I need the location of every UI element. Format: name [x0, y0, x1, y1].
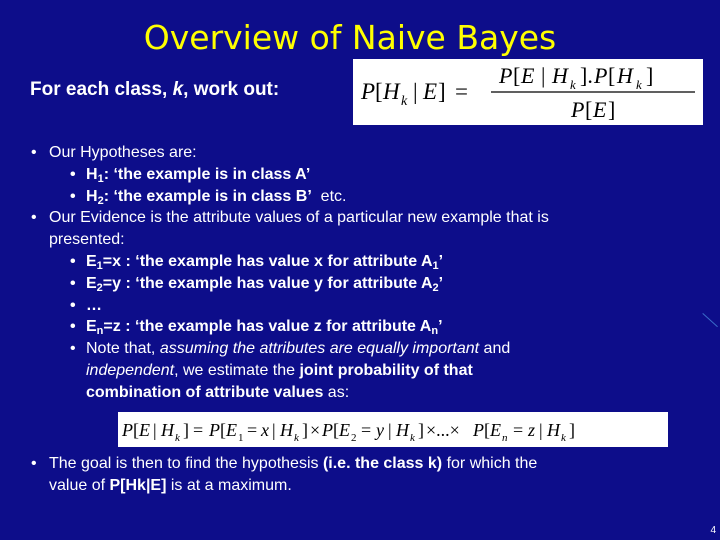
decorative-line — [702, 313, 718, 327]
svg-text:H: H — [280, 420, 293, 440]
list-item — [28, 316, 688, 338]
en-text: =z : ‘the example has value z for attribute A — [103, 318, 432, 336]
bullet-dot: • — [70, 318, 76, 336]
svg-text:E: E — [139, 420, 150, 440]
e2-sub: 2 — [96, 281, 103, 294]
e1-name: E — [86, 252, 97, 270]
list-item — [28, 186, 688, 208]
svg-text:|: | — [272, 420, 276, 440]
hypotheses-heading: Our Hypotheses are: — [49, 144, 197, 161]
bullet-dot: • — [31, 144, 37, 161]
evidence-line2: presented: — [49, 231, 125, 249]
svg-text:n: n — [502, 432, 508, 444]
svg-text:=: = — [455, 79, 468, 104]
svg-text:[: [ — [513, 63, 521, 88]
evidence-line1: Our Evidence is the attribute values of a particular new example that is — [49, 209, 549, 227]
en-attr-sub: n — [431, 325, 439, 338]
svg-text:×...×: ×...× — [426, 420, 460, 440]
svg-text:].: ]. — [580, 63, 593, 88]
svg-text:]: ] — [183, 420, 189, 440]
note-p2: assuming the attributes are equally important — [159, 340, 480, 358]
joint-probability-formula — [118, 412, 668, 447]
svg-text:[: [ — [585, 97, 593, 122]
final-p1: The goal is then to find the hypothesis — [49, 455, 323, 472]
bullet-dot: • — [70, 340, 76, 358]
note-p8: as: — [323, 383, 350, 401]
svg-text:P: P — [122, 420, 133, 440]
final-p3: for which the — [442, 455, 538, 472]
bullet-dot: • — [70, 296, 76, 314]
svg-text:[: [ — [133, 420, 139, 440]
list-item — [28, 338, 688, 360]
svg-text:[: [ — [220, 420, 226, 440]
svg-text:E: E — [339, 420, 350, 440]
e1-attr-sub: 1 — [432, 259, 439, 272]
list-item — [28, 142, 688, 164]
note-p1: Note that, — [86, 340, 160, 358]
svg-text:1: 1 — [238, 432, 244, 444]
svg-text:[: [ — [375, 79, 383, 104]
ellipsis: … — [86, 296, 102, 314]
note-p3: and — [479, 340, 511, 358]
list-item-continuation — [28, 475, 688, 497]
svg-text:|: | — [153, 420, 157, 440]
svg-text:]: ] — [608, 97, 616, 122]
list-item-continuation — [28, 229, 688, 251]
en-sub: n — [96, 325, 104, 338]
svg-text:H: H — [383, 79, 400, 104]
final-p2: (i.e. the class k) — [322, 455, 443, 472]
intro-text — [30, 77, 330, 102]
e2-attr-sub: 2 — [432, 281, 439, 294]
page-number: 4 — [710, 525, 716, 536]
svg-text:|: | — [413, 79, 418, 104]
list-item — [28, 207, 688, 229]
svg-text:P: P — [209, 420, 220, 440]
svg-text:k: k — [175, 432, 180, 444]
svg-text:=: = — [193, 420, 204, 440]
svg-text:P: P — [499, 63, 513, 88]
e2-text: =y : ‘the example has value y for attribute A — [102, 274, 433, 292]
svg-text:]: ] — [418, 420, 424, 440]
svg-text:P: P — [322, 420, 333, 440]
bayes-formula-graphic — [353, 59, 703, 125]
svg-text:E: E — [423, 79, 438, 104]
note-p4: independent — [86, 361, 175, 379]
svg-text:P: P — [473, 420, 484, 440]
h2-name: H — [86, 187, 98, 205]
list-item — [28, 453, 688, 475]
svg-text:y: y — [376, 420, 384, 440]
svg-text:E: E — [521, 63, 535, 88]
svg-text:×: × — [310, 420, 321, 440]
svg-text:=: = — [513, 420, 524, 440]
list-item-continuation — [28, 382, 688, 404]
svg-text:|: | — [539, 420, 543, 440]
en-end: ’ — [438, 318, 443, 336]
svg-text:x: x — [261, 420, 269, 440]
h2-etc: etc. — [311, 187, 347, 205]
svg-text:E: E — [226, 420, 237, 440]
svg-text:]: ] — [438, 79, 446, 104]
bullet-dot: • — [70, 165, 76, 183]
svg-text:k: k — [294, 432, 299, 444]
svg-text:k: k — [410, 432, 415, 444]
intro-prefix: For each class, — [30, 79, 173, 100]
h2-text: : ‘the example is in class B’ — [103, 187, 312, 205]
svg-text:]: ] — [569, 420, 575, 440]
note-p6: joint probability of that — [299, 361, 473, 379]
svg-text:|: | — [388, 420, 392, 440]
e2-end: ’ — [438, 274, 444, 292]
svg-text:P: P — [594, 63, 608, 88]
svg-text:P: P — [571, 97, 585, 122]
svg-text:H: H — [396, 420, 409, 440]
conclusion-bullet — [28, 453, 688, 497]
e1-text: =x : ‘the example has value x for attribute A — [102, 252, 433, 270]
svg-text:[: [ — [608, 63, 616, 88]
bullet-content — [28, 142, 688, 404]
svg-text:k: k — [561, 432, 566, 444]
en-name: E — [86, 318, 97, 336]
svg-text:k: k — [636, 77, 642, 92]
bayes-formula — [353, 59, 703, 125]
svg-text:P: P — [361, 79, 376, 104]
svg-text:E: E — [490, 420, 501, 440]
intro-k: k — [172, 79, 184, 100]
svg-text:[: [ — [484, 420, 490, 440]
bullet-dot: • — [70, 252, 76, 270]
e1-end: ’ — [438, 252, 444, 270]
svg-text:H: H — [552, 63, 568, 88]
svg-text:]: ] — [302, 420, 308, 440]
final-p5: P[Hk|E] — [109, 477, 167, 494]
final-p4: value of — [49, 477, 110, 494]
svg-text:z: z — [528, 420, 536, 440]
final-p6: is at a maximum. — [166, 477, 292, 494]
e2-name: E — [86, 274, 97, 292]
svg-text:E: E — [593, 97, 607, 122]
h2-sub: 2 — [97, 194, 104, 207]
list-item — [28, 251, 688, 273]
svg-text:2: 2 — [351, 432, 357, 444]
svg-text:=: = — [247, 420, 258, 440]
note-p7: combination of attribute values — [86, 383, 324, 401]
note-p5: , we estimate the — [174, 361, 300, 379]
list-item — [28, 295, 688, 317]
bullet-dot: • — [70, 187, 76, 205]
svg-text:k: k — [401, 94, 408, 109]
svg-text:k: k — [570, 77, 576, 92]
svg-text:H: H — [547, 420, 560, 440]
svg-text:|: | — [541, 63, 546, 88]
bullet-dot: • — [70, 274, 76, 292]
svg-text:H: H — [617, 63, 633, 88]
list-item — [28, 273, 688, 295]
e1-sub: 1 — [96, 259, 103, 272]
list-item-continuation — [28, 360, 688, 382]
h1-text: : ‘the example is in class A’ — [103, 165, 311, 183]
slide-title: Overview of Naive Bayes — [143, 18, 557, 57]
h1-name: H — [86, 165, 98, 183]
bullet-dot: • — [31, 455, 37, 472]
svg-text:=: = — [361, 420, 372, 440]
list-item — [28, 164, 688, 186]
svg-text:]: ] — [646, 63, 654, 88]
svg-text:H: H — [161, 420, 174, 440]
bullet-dot: • — [31, 209, 37, 227]
svg-text:[: [ — [333, 420, 339, 440]
joint-formula-graphic — [118, 412, 668, 447]
h1-sub: 1 — [97, 172, 104, 185]
intro-suffix: , work out: — [183, 79, 280, 100]
